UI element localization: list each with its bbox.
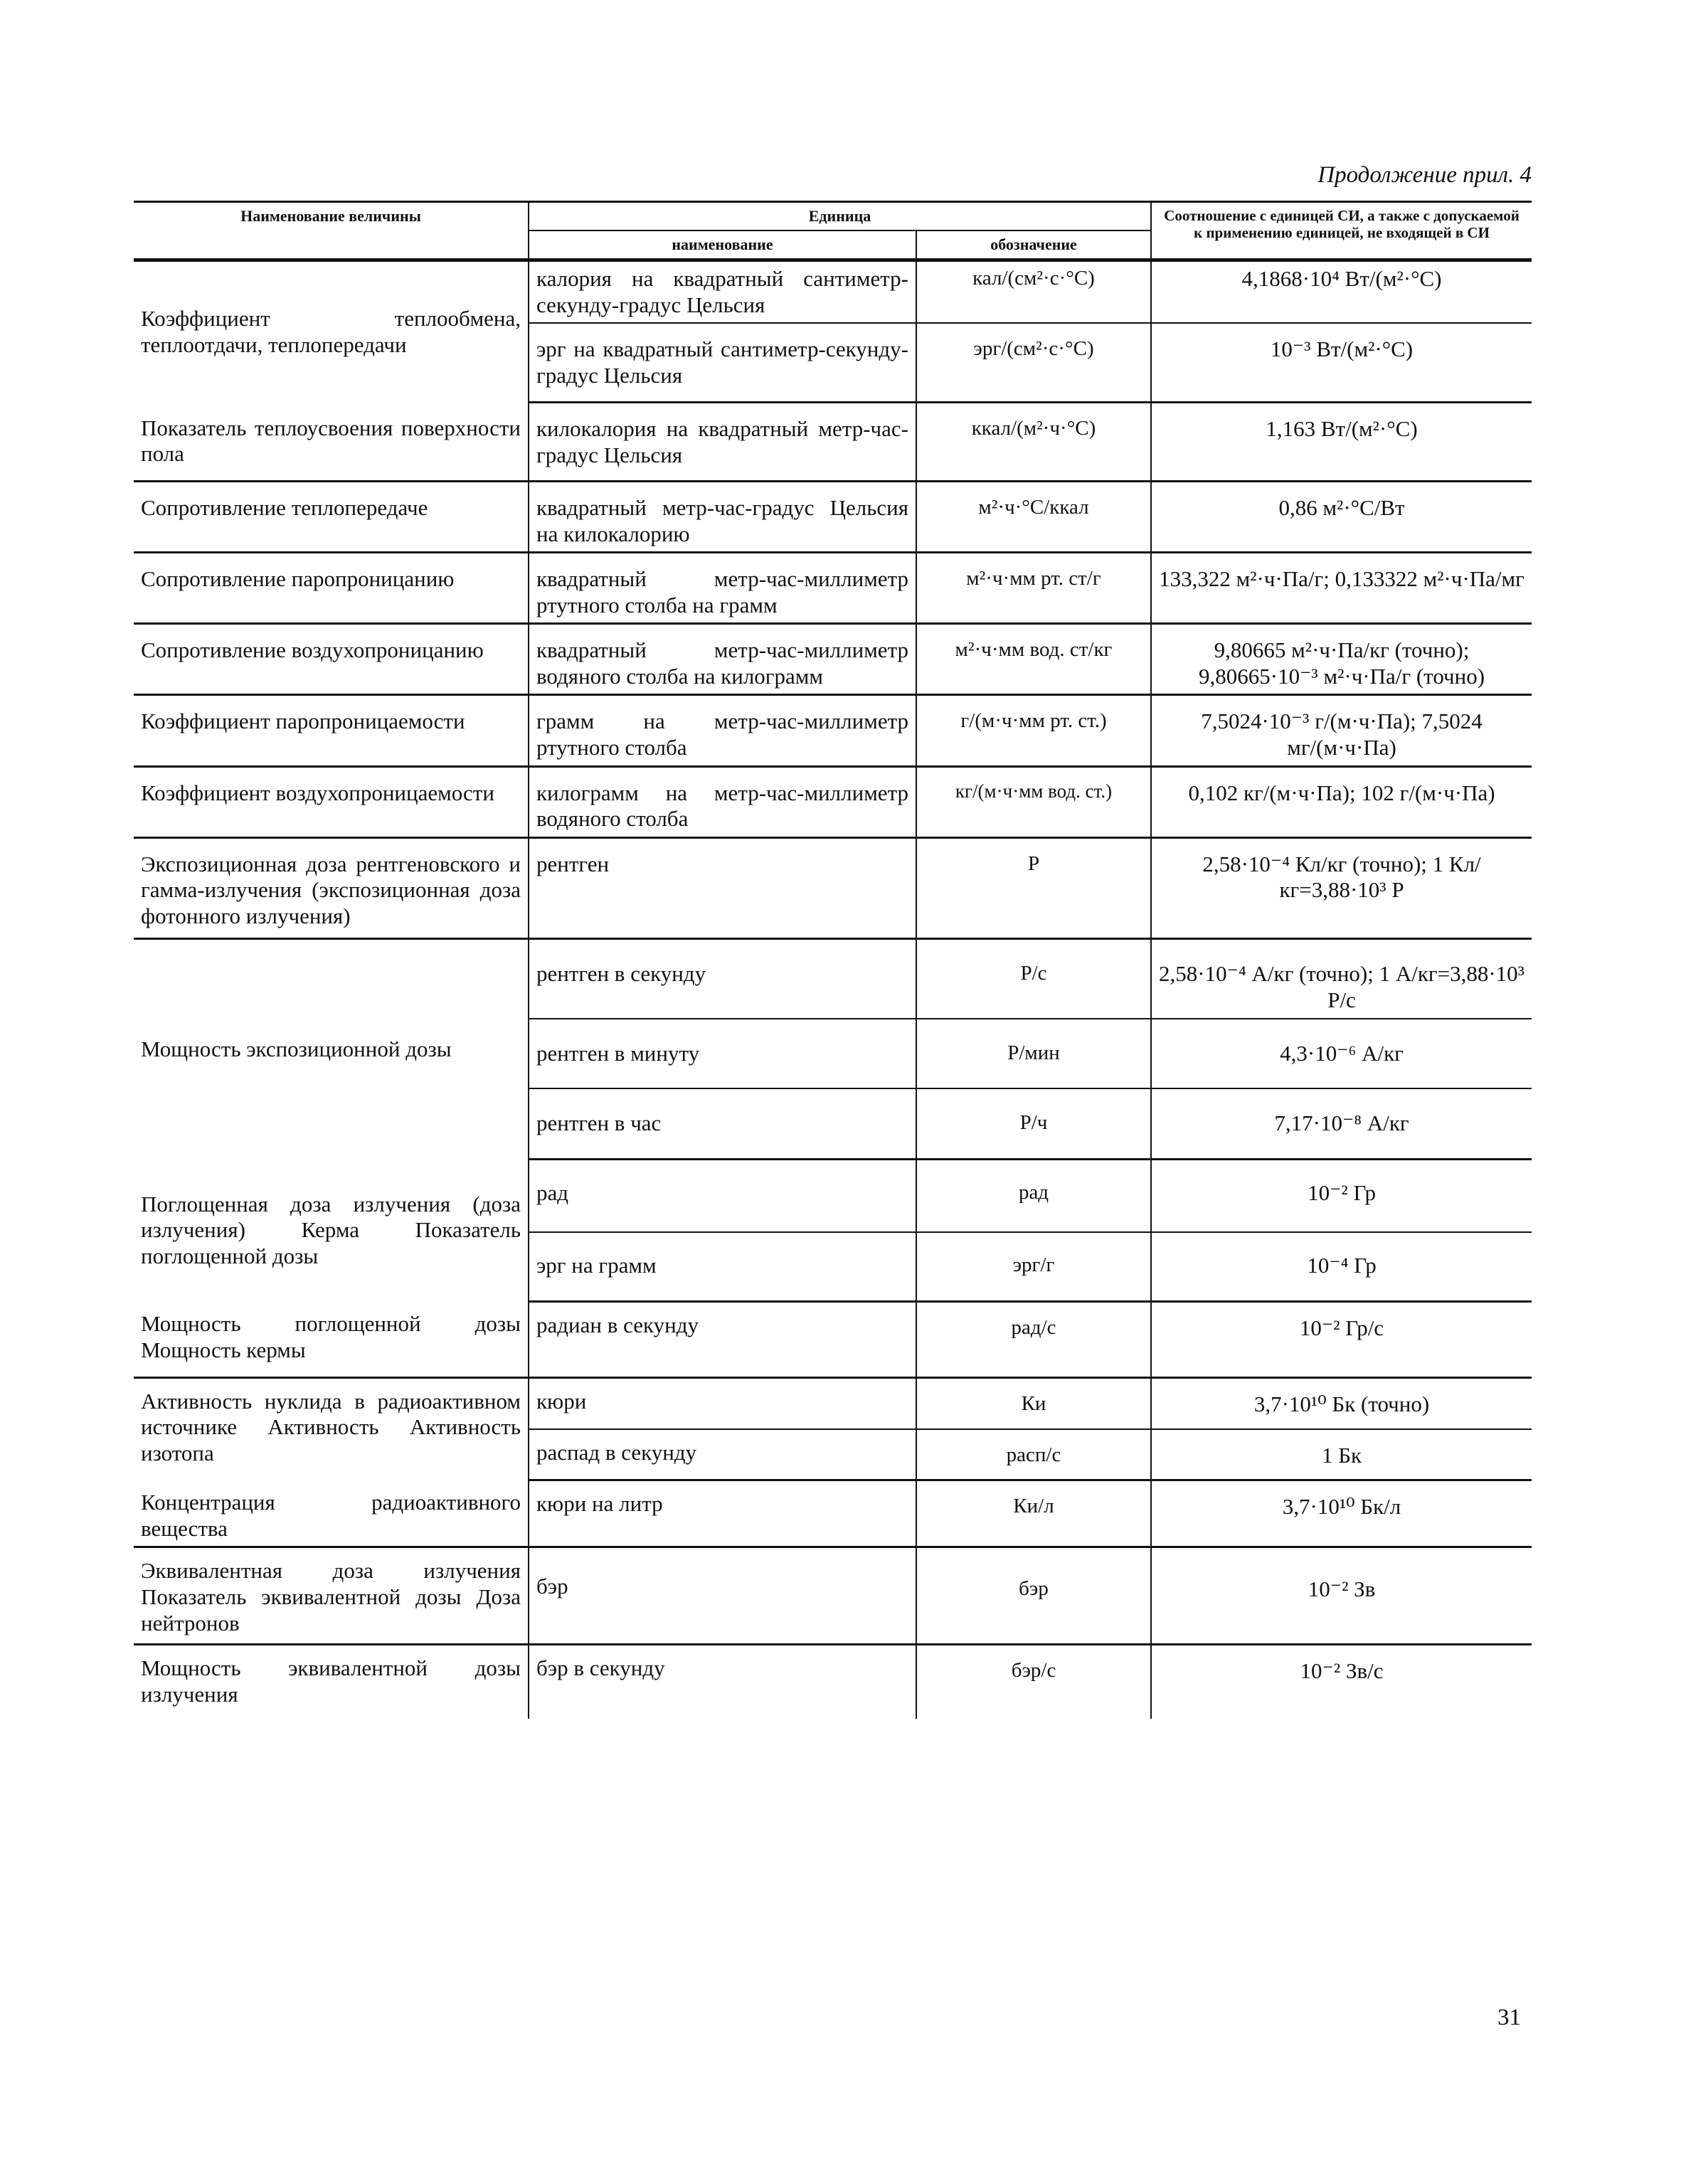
ratio-cell: 10⁻³ Вт/(м²·°С): [1151, 323, 1532, 403]
table-row: [134, 1645, 1532, 1719]
unit-name-cell: рентген: [529, 837, 916, 939]
quantity-cell: Поглощенная доза излучения (доза излучения) Керма Показатель поглощенной дозы: [141, 1191, 521, 1268]
table-row: [134, 1159, 1532, 1232]
ratio-cell: 10⁻² Зв: [1151, 1547, 1532, 1645]
table-row: [134, 260, 1532, 324]
unit-name-cell: квадратный метр-час-миллиметр водяного столба на килограмм: [529, 624, 916, 695]
unit-name-cell: килокалория на квадратный метр-час-градус Цельсия: [529, 403, 916, 482]
unit-name-cell: радиан в секунду: [529, 1301, 916, 1377]
ratio-cell: 10⁻² Гр: [1151, 1159, 1532, 1232]
quantity-cell: Мощность поглощенной дозы Мощность кермы: [134, 1301, 529, 1377]
ratio-cell: 1,163 Вт/(м²·°С): [1151, 403, 1532, 482]
ratio-cell: 3,7·10¹⁰ Бк/л: [1151, 1480, 1532, 1547]
unit-name-cell: килограмм на метр-час-миллиметр водяного столба: [529, 766, 916, 837]
table-row: [134, 939, 1532, 1019]
unit-symbol-cell: м²·ч·мм рт. ст/г: [916, 553, 1151, 624]
quantity-cell: Сопротивление воздухопроницанию: [134, 624, 529, 695]
header-quantity-name: Наименование величины: [134, 202, 529, 260]
table-row: [134, 553, 1532, 624]
quantity-cell: Сопротивление паропроницанию: [134, 553, 529, 624]
units-table: [134, 201, 1532, 1719]
unit-name-cell: рентген в час: [529, 1088, 916, 1159]
quantity-cell: Экспозиционная доза рентгеновского и гамма-излучения (экспозиционная доза фотонного излучения): [134, 837, 529, 939]
unit-symbol-cell: кал/(см²·с·°С): [916, 260, 1151, 324]
unit-name-cell: рад: [529, 1159, 916, 1232]
table-row: [134, 837, 1532, 939]
unit-symbol-cell: Р: [916, 837, 1151, 939]
ratio-cell: 7,17·10⁻⁸ А/кг: [1151, 1088, 1532, 1159]
ratio-cell: 3,7·10¹⁰ Бк (точно): [1151, 1377, 1532, 1429]
ratio-cell: 7,5024·10⁻³ г/(м·ч·Па); 7,5024 мг/(м·ч·Па): [1151, 695, 1532, 766]
unit-symbol-cell: кг/(м·ч·мм вод. ст.): [916, 766, 1151, 837]
unit-symbol-cell: ккал/(м²·ч·°С): [916, 403, 1151, 482]
unit-symbol-cell: м²·ч·°С/ккал: [916, 481, 1151, 552]
quantity-cell: Коэффициент теплообмена, теплоотдачи, теплопередачи: [141, 306, 521, 357]
table-row: [134, 766, 1532, 837]
table-row: [134, 1301, 1532, 1377]
ratio-cell: 0,86 м²·°С/Вт: [1151, 481, 1532, 552]
ratio-cell: 4,3·10⁻⁶ А/кг: [1151, 1019, 1532, 1089]
unit-symbol-cell: м²·ч·мм вод. ст/кг: [916, 624, 1151, 695]
unit-symbol-cell: эрг/г: [916, 1232, 1151, 1301]
unit-symbol-cell: эрг/(см²·с·°С): [916, 323, 1151, 403]
quantity-cell: Коэффициент воздухопроницаемости: [134, 766, 529, 837]
ratio-cell: 2,58·10⁻⁴ А/кг (точно); 1 А/кг=3,88·10³ Р/с: [1151, 939, 1532, 1019]
quantity-cell: Сопротивление теплопередаче: [134, 481, 529, 552]
unit-symbol-cell: бэр: [916, 1547, 1151, 1645]
table-row: [134, 403, 1532, 482]
ratio-cell: 10⁻² Гр/с: [1151, 1301, 1532, 1377]
unit-name-cell: эрг на грамм: [529, 1232, 916, 1301]
table-row: [134, 695, 1532, 766]
unit-name-cell: рентген в секунду: [529, 939, 916, 1019]
unit-name-cell: кюри: [529, 1377, 916, 1429]
header-ratio: Соотношение с единицей СИ, а также с допускаемой к применению единицей, не входящей в СИ: [1151, 202, 1532, 260]
quantity-cell: Мощность экспозиционной дозы: [141, 1037, 452, 1062]
table-row: [134, 1480, 1532, 1547]
unit-symbol-cell: рад: [916, 1159, 1151, 1232]
header-unit-name: наименование: [529, 230, 916, 260]
quantity-cell: Активность нуклида в радиоактивном источнике Активность Активность изотопа: [141, 1388, 521, 1465]
ratio-cell: 9,80665 м²·ч·Па/кг (точно); 9,80665·10⁻³ м²·ч·Па/г (точно): [1151, 624, 1532, 695]
table-row: [134, 624, 1532, 695]
unit-symbol-cell: Ки/л: [916, 1480, 1151, 1547]
quantity-cell: Показатель теплоусвоения поверхности пола: [134, 403, 529, 482]
ratio-cell: 10⁻⁴ Гр: [1151, 1232, 1532, 1301]
quantity-cell: Мощность эквивалентной дозы излучения: [141, 1655, 521, 1707]
unit-symbol-cell: расп/с: [916, 1429, 1151, 1480]
ratio-cell: 0,102 кг/(м·ч·Па); 102 г/(м·ч·Па): [1151, 766, 1532, 837]
header-unit: Единица: [529, 202, 1151, 231]
unit-name-cell: бэр: [529, 1547, 916, 1645]
unit-symbol-cell: Ки: [916, 1377, 1151, 1429]
quantity-cell: Концентрация радиоактивного вещества: [134, 1480, 529, 1547]
unit-symbol-cell: Р/с: [916, 939, 1151, 1019]
unit-symbol-cell: г/(м·ч·мм рт. ст.): [916, 695, 1151, 766]
ratio-cell: 4,1868·10⁴ Вт/(м²·°С): [1151, 260, 1532, 324]
header-unit-symbol: обозначение: [916, 230, 1151, 260]
ratio-cell: 1 Бк: [1151, 1429, 1532, 1480]
quantity-cell: Эквивалентная доза излучения Показатель эквивалентной дозы Доза нейтронов: [134, 1547, 529, 1645]
unit-name-cell: кюри на литр: [529, 1480, 916, 1547]
unit-name-cell: эрг на квадратный сантиметр-секунду-градус Цельсия: [529, 323, 916, 403]
table-row: [134, 481, 1532, 552]
ratio-cell: 2,58·10⁻⁴ Кл/кг (точно); 1 Кл/кг=3,88·10³ Р: [1151, 837, 1532, 939]
unit-symbol-cell: бэр/с: [916, 1645, 1151, 1719]
unit-name-cell: квадратный метр-час-градус Цельсия на килокалорию: [529, 481, 916, 552]
ratio-cell: 10⁻² Зв/с: [1151, 1645, 1532, 1719]
unit-name-cell: квадратный метр-час-миллиметр ртутного столба на грамм: [529, 553, 916, 624]
table-row: [134, 1377, 1532, 1429]
unit-symbol-cell: рад/с: [916, 1301, 1151, 1377]
continuation-label: Продолжение прил. 4: [1317, 162, 1532, 188]
unit-symbol-cell: Р/мин: [916, 1019, 1151, 1089]
unit-symbol-cell: Р/ч: [916, 1088, 1151, 1159]
unit-name-cell: грамм на метр-час-миллиметр ртутного столба: [529, 695, 916, 766]
unit-name-cell: распад в секунду: [529, 1429, 916, 1480]
unit-name-cell: калория на квадратный сантиметр-секунду-градус Цельсия: [529, 260, 916, 324]
ratio-cell: 133,322 м²·ч·Па/г; 0,133322 м²·ч·Па/мг: [1151, 553, 1532, 624]
quantity-cell: Коэффициент паропроницаемости: [134, 695, 529, 766]
table-row: [134, 1547, 1532, 1645]
page-number: 31: [1497, 2005, 1521, 2030]
unit-name-cell: бэр в секунду: [529, 1645, 916, 1719]
unit-name-cell: рентген в минуту: [529, 1019, 916, 1089]
